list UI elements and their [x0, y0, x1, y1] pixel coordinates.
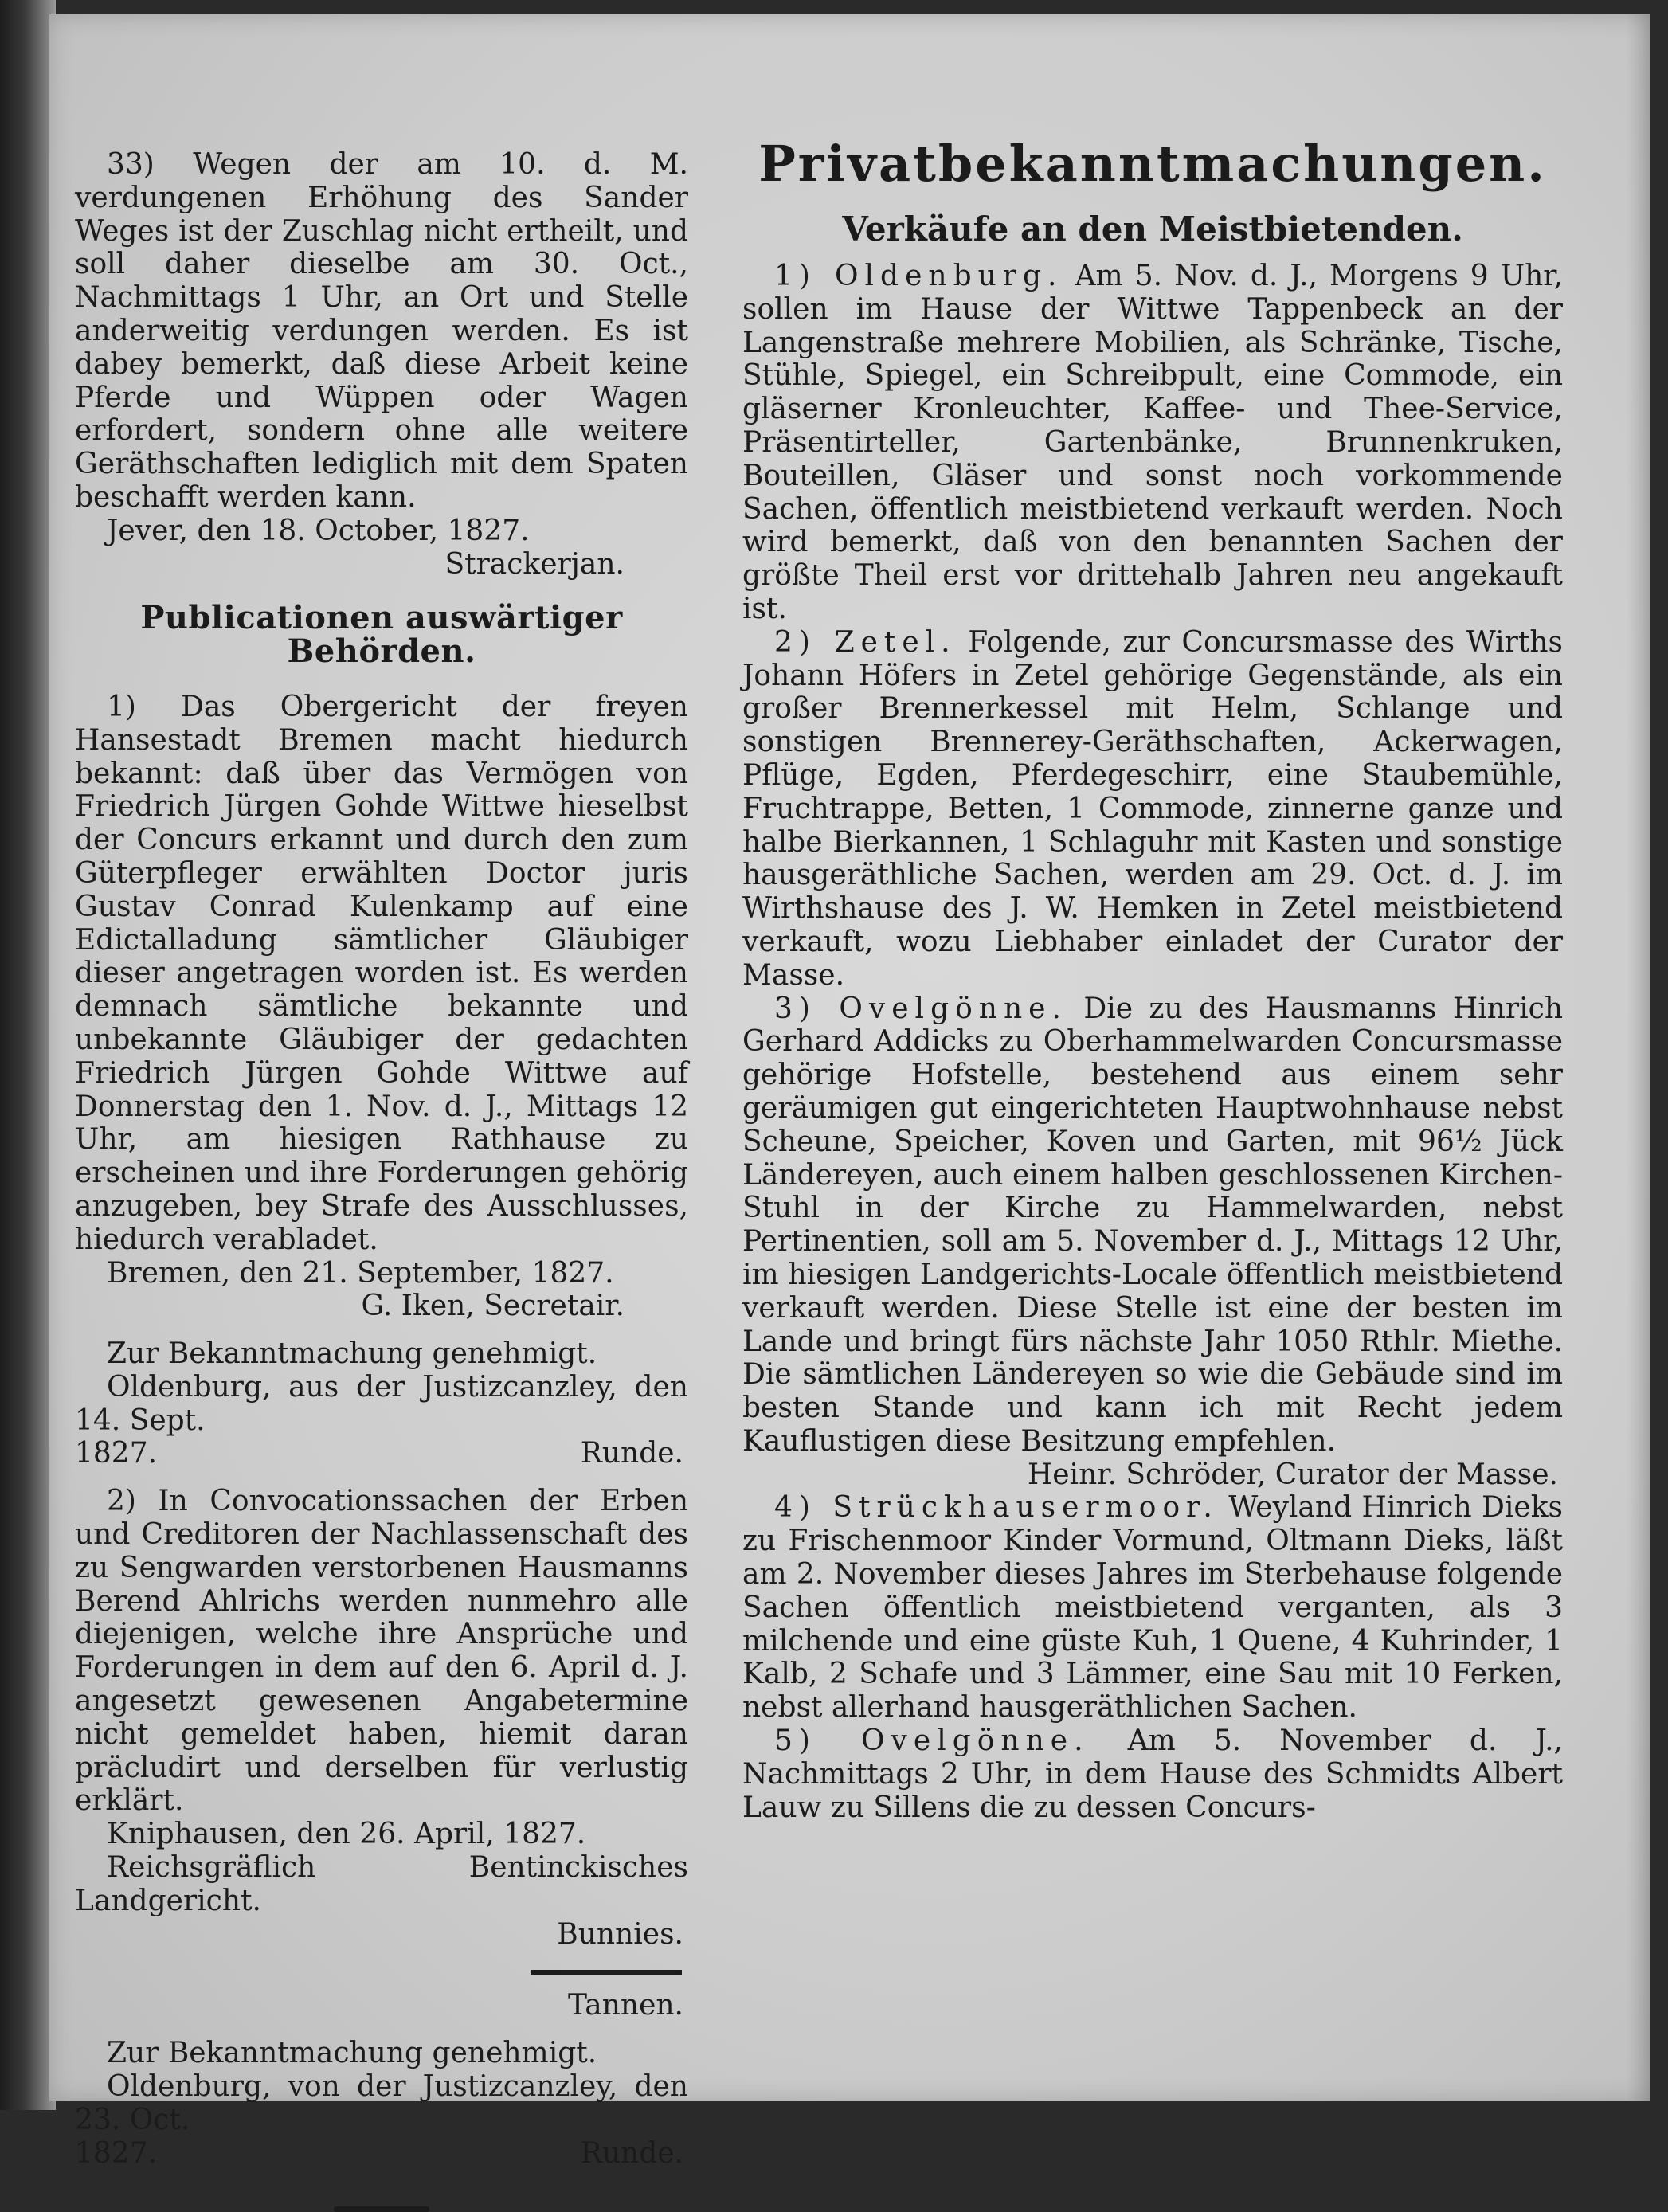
publication-1-place-date: Bremen, den 21. September, 1827. — [107, 1256, 614, 1290]
publication-2-year: 1827. — [75, 2136, 158, 2170]
notice-33: 33) Wegen der am 10. d. M. verdungenen Erhöhung des Sander Weges ist der Zuschlag nicht ertheilt, und soll daher dieselbe am 30. Oct., Nachmittags 1 Uhr, an Ort und Stelle anderweitig verdungen werden. Es ist dabey bemerkt, daß diese Arbeit keine Pferde und Wüppen oder Wagen erfordert, sondern ohne alle weitere Geräthschaften lediglich mit dem Spaten beschafft werden kann. — [75, 148, 688, 514]
end-rule — [334, 2206, 429, 2212]
scan-border — [0, 0, 56, 2110]
section-heading-private: Privatbekanntmachungen. — [758, 135, 1547, 193]
sale-4-text: Weyland Hinrich Dieks zu Frischenmoor Kinder Vormund, Oltmann Dieks, läßt am 2. November dieses Jahres im Sterbehause folgende Sachen öffentlich meistbietend verganten, als 3 milchende und eine güste Kuh, 1 Quene, 4 Kuhrinder, 1 Kalb, 2 Schafe und 3 Lämmer, eine Sau mit 10 Ferken, nebst allerhand hausgeräthlichen Sachen. — [742, 1491, 1563, 1725]
sale-3-place: 3) Ovelgönne. — [774, 992, 1067, 1025]
publication-2-office: Oldenburg, von der Justizcanzley, den 23. Oct. — [75, 2070, 688, 2136]
sale-2-text: Folgende, zur Concursmasse des Wirths Johann Höfers in Zetel gehörige Gegenstände, als ein großer Brennerkessel mit Helm, Schlange und sonstigen Brennerey-Geräthschaften, Ackerwagen, Pflüge, Egden, Pferdegeschirr, eine Staubemühle, Fruchtrappe, Betten, 1 Commode, zinnerne ganze und halbe Bierkannen, 1 Schlaguhr mit Kasten und sonstige hausgeräthliche Sachen, werden am 29. Oct. d. J. im Wirthshause des J. W. Hemken in Zetel meistbietend verkauft, wozu Liebhaber einladet der Curator der Masse. — [742, 625, 1563, 992]
sale-5-place: 5) Ovelgönne. — [774, 1725, 1090, 1758]
publication-2-court: Reichsgräflich Bentinckisches Landgericht. — [75, 1851, 688, 1917]
publication-2-place-date: Kniphausen, den 26. April, 1827. — [107, 1818, 586, 1851]
subheading-sales: Verkäufe an den Meistbietenden. — [842, 209, 1463, 249]
sale-1-text: Am 5. Nov. d. J., Morgens 9 Uhr, sollen im Hause der Wittwe Tappenbeck an der Langenstraße mehrere Mobilien, als Schränke, Tische, Stühle, Spiegel, ein Schreibpult, eine Commode, ein gläserner Kronleuchter, Kaffee- und Thee-Service, Präsentirteller, Gartenbänke, Brunnenkruken, Bouteillen, Gläser und sonst noch vorkommende Sachen, öffentlich meistbietend verkauft werden. Noch wird bemerkt, daß von den benannten Sachen der größte Theil erst vor drittehalb Jahren neu angekauft ist. — [742, 260, 1563, 625]
newspaper-page — [49, 14, 1650, 2170]
notice-33-place-date: Jever, den 18. October, 1827. — [107, 514, 530, 547]
publication-1-office: Oldenburg, aus der Justizcanzley, den 14. Sept. — [75, 1370, 688, 1437]
sale-2-place: 2) Zetel. — [774, 625, 957, 659]
publication-2-signature: Bunnies. — [557, 1917, 683, 1951]
publication-1-signature: G. Iken, Secretair. — [361, 1290, 625, 1323]
sale-3-signature: Heinr. Schröder, Curator der Masse. — [1027, 1458, 1558, 1491]
publication-2-signature-2: Tannen. — [568, 1989, 683, 2022]
publication-1: 1) Das Obergericht der freyen Hansestadt Bremen macht hiedurch bekannt: daß über das Vermögen von Friedrich Jürgen Gohde Wittwe hieselbst der Concurs erkannt und durch den zum Güterpfleger erwählten Doctor juris Gustav Conrad Kulenkamp auf eine Edictalladung sämtlicher Gläubiger dieser angetragen worden ist. Es werden demnach sämtliche bekannte und unbekannte Gläubiger der gedachten Friedrich Jürgen Gohde Wittwe auf Donnerstag den 1. Nov. d. J., Mittags 12 Uhr, am hiesigen Rathhause zu erscheinen und ihre Forderungen gehörig anzugeben, bey Strafe des Ausschlusses, hiedurch verabladet. — [75, 690, 688, 1256]
sale-1 — [742, 260, 1563, 626]
sale-5 — [742, 1725, 1563, 1824]
publication-2: 2) In Convocationssachen der Erben und Creditoren der Nachlassenschaft des zu Sengwarden verstorbenen Hausmanns Berend Ahlrichs werden nunmehro alle diejenigen, welche ihre Ansprüche und Forderungen in dem auf den 6. April d. J. angesetzt gewesenen Angabetermine nicht gemeldet haben, hiemit daran präcludirt und derselben für verlustig erklärt. — [75, 1485, 688, 1818]
section-heading-publications: Publicationen auswärtiger Behörden. — [140, 599, 623, 671]
left-column — [75, 148, 688, 2212]
sale-2 — [742, 626, 1563, 992]
publication-1-year: 1827. — [75, 1437, 158, 1470]
publication-2-closing — [75, 2137, 688, 2171]
sale-3-text: Die zu des Hausmanns Hinrich Gerhard Addicks zu Oberhammelwarden Concursmasse gehörige Hofstelle, bestehend aus einem sehr geräumigen gut eingerichteten Hauptwohnhause nebst Scheune, Speicher, Koven und Garten, mit 96½ Jück Ländereyen, auch einem halben geschlossenen Kirchen-Stuhl in der Kirche zu Hammelwarden, nebst Pertinentien, soll am 5. November d. J., Mittags 12 Uhr, im hiesigen Landgerichts-Locale öffentlich meistbietend verkauft werden. Diese Stelle ist eine der besten im Lande und bringt fürs nächste Jahr 1050 Rthlr. Miethe. Die sämtlichen Ländereyen so wie die Gebäude sind im besten Stande und kann ich mit Recht jedem Kauflustigen diese Besitzung empfehlen. — [742, 992, 1564, 1458]
publication-1-closing — [75, 1437, 688, 1470]
publication-2-signature-3: Runde. — [580, 2136, 683, 2170]
publication-2-approval: Zur Bekanntmachung genehmigt. — [107, 2037, 597, 2070]
separator-line — [531, 1970, 682, 1975]
right-column — [742, 135, 1563, 1824]
sale-4 — [742, 1491, 1563, 1725]
sale-5-text: Am 5. November d. J., Nachmittags 2 Uhr, in dem Hause des Schmidts Albert Lauw zu Sillens die zu dessen Concurs- — [742, 1725, 1563, 1824]
sale-1-place: 1) Oldenburg. — [774, 260, 1063, 292]
sale-4-place: 4) Strückhausermoor. — [774, 1491, 1219, 1525]
sale-3 — [742, 992, 1563, 1458]
notice-33-signature: Strackerjan. — [444, 547, 625, 581]
publication-1-approval: Zur Bekanntmachung genehmigt. — [107, 1337, 597, 1371]
page-shadow — [1627, 14, 1650, 2101]
publication-1-signature-2: Runde. — [580, 1437, 683, 1470]
